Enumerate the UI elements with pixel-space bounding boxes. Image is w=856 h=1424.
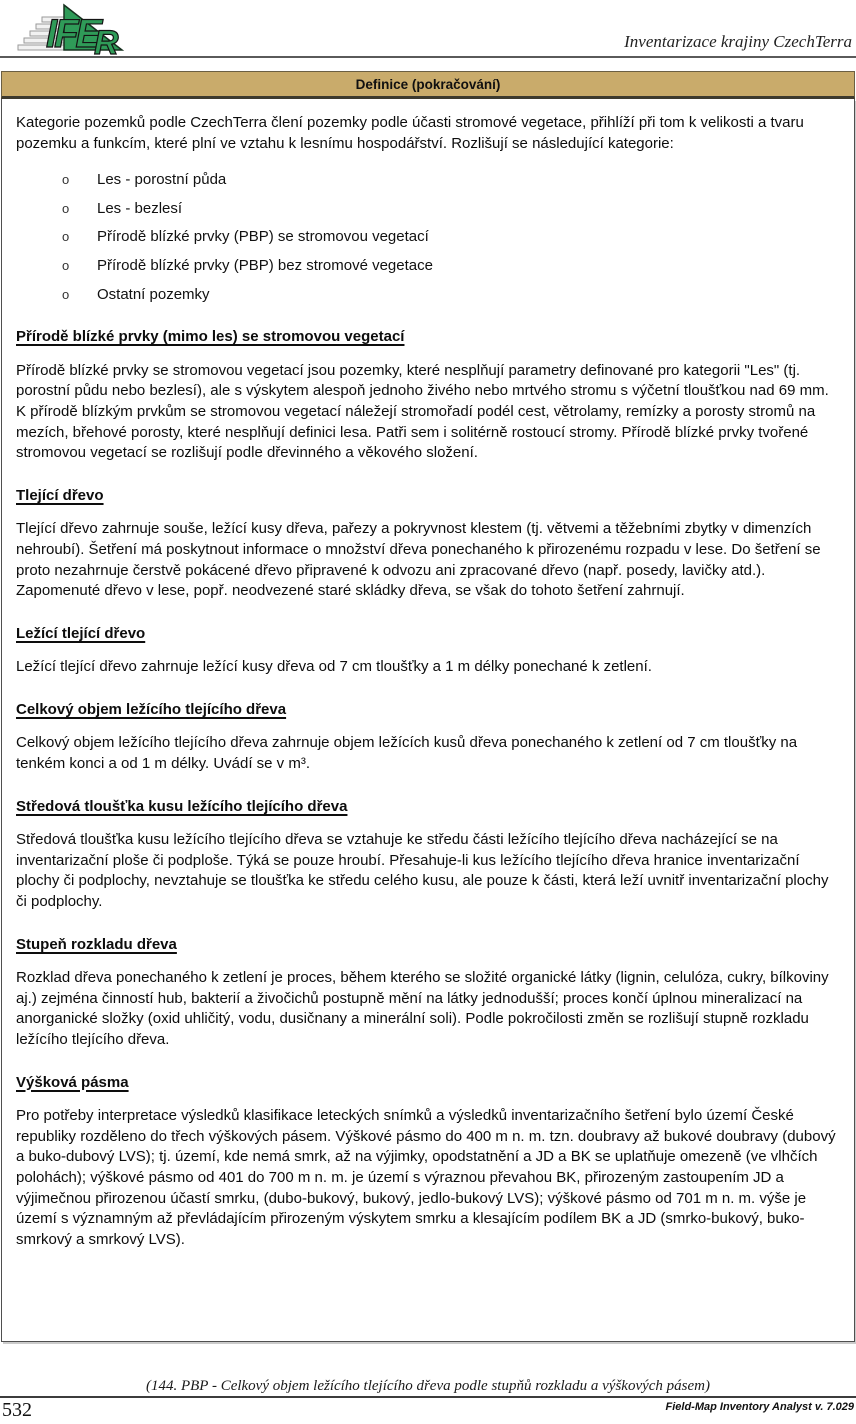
document-title: Inventarizace krajiny CzechTerra <box>624 32 852 51</box>
bullet-icon: o <box>62 286 70 302</box>
section-heading: Přírodě blízké prvky (mimo les) se stromovou vegetací <box>16 328 405 346</box>
section-banner <box>1 71 855 99</box>
bullet-icon: o <box>62 200 70 216</box>
bullet-icon: o <box>62 257 70 273</box>
section-heading: Stupeň rozkladu dřeva <box>16 935 177 953</box>
bullet-icon: o <box>62 172 70 188</box>
list-item-label: Les - bezlesí <box>97 199 183 217</box>
section-celkovy-objem <box>16 700 840 775</box>
list-item <box>16 170 840 191</box>
list-item-label: Ostatní pozemky <box>97 285 210 303</box>
section-stupen-rozkladu <box>16 935 840 1051</box>
section-tlejici-drevo <box>16 486 840 602</box>
section-pbp-stromova-vegetace <box>16 327 840 464</box>
list-item-label: Přírodě blízké prvky (PBP) se stromovou vegetací <box>97 228 429 246</box>
section-heading: Výšková pásma <box>16 1073 129 1091</box>
svg-text:R: R <box>94 24 119 57</box>
content-box <box>1 99 855 1342</box>
bullet-icon: o <box>62 229 70 245</box>
list-item <box>16 285 840 306</box>
section-lezici-tlejici-drevo <box>16 624 840 678</box>
section-body: Středová tloušťka kusu ležícího tlejícího dřeva se vztahuje ke středu části ležícího tlejícího dřeva nacházející se na inventarizační ploše či podploše. Týká se pouze hroubí. Přesahuje-li kus ležícího tlejícího dřeva hranice inventarizační plochy či podplochy, nevztahuje se tloušťka ke středu celého kusu, ale pouze k části, která leží uvnitř inventarizační plochy či podplochy. <box>16 831 829 911</box>
section-body: Pro potřeby interpretace výsledků klasifikace leteckých snímků a výsledků inventarizačního šetření bylo území České republiky rozděleno do třech výškových pásem. Výškové pásmo do 400 m n. m. tzn. doubravy až bukové doubravy (dubový a buko-dubový LVS); tj. území, kde nemá smrk, až na výjimky, opodstatnění a JD a BK se uplatňuje omezeně (ve vlhčích polohách); výškové pásmo od 401 do 700 m n. m. je území s výraznou převahou BK, přirozeným zastoupením JD a výjimečnou přirozenou účastí smrku, (dubo-bukový, bukový, jedlo-bukový LVS); výškové pásmo od 701 m n. m. výše je území s významným až převládajícím přirozeným výskytem smrku a klesajícím podílem BK a JD (smrko-bukový, buko-smrkový a smrkový LVS). <box>16 1107 836 1248</box>
page-header <box>0 0 856 58</box>
app-version-label: Field-Map Inventory Analyst v. 7.029 <box>665 1401 854 1413</box>
list-item <box>16 256 840 277</box>
section-heading: Ležící tlející dřevo <box>16 624 146 642</box>
section-body: Tlející dřevo zahrnuje souše, ležící kusy dřeva, pařezy a pokryvnost klestem (tj. větvemi a těžebními zbytky v dimenzích nehroubí). Šetření má poskytnout informace o množství dřeva ponechaného k přirozenému rozpadu v lese. Do šetření se proto nezahrnuje čerstvě pokácené dřevo připravené k odvozu ani zpracované dřevo (např. posedy, lavičky atd.). Zapomenuté dřevo v lese, popř. neodvezené staré skládky dřeva, se však do tohoto šetření zahrnují. <box>16 520 821 600</box>
list-item-label: Les - porostní půda <box>97 171 227 189</box>
section-body: Rozklad dřeva ponechaného k zetlení je proces, během kterého se složité organické látky (lignin, celulóza, cukry, bílkoviny aj.) zejména činností hub, bakterií a živočichů postupně mění na látky jednodušší; proces končí úplnou mineralizací na anorganické složky (oxid uhličitý, vodu, dusičnany a minerální soli). Podle pokročilosti změn se rozlišují stupně rozkladu ležícího tlejícího dřeva. <box>16 969 829 1048</box>
list-item-label: Přírodě blízké prvky (PBP) bez stromové vegetace <box>97 256 433 274</box>
page-number: 532 <box>2 1399 32 1421</box>
banner-title: Definice (pokračování) <box>355 77 501 92</box>
category-list <box>16 170 840 305</box>
section-vyskova-pasma <box>16 1073 840 1251</box>
intro-paragraph: Kategorie pozemků podle CzechTerra člení pozemky podle účasti stromové vegetace, přihlíží při tom k velikosti a tvaru pozemku a funkcím, které plní ve vztahu k lesnímu hospodářství. Rozlišují se následující kategorie: <box>16 114 804 152</box>
section-heading: Středová tloušťka kusu ležícího tlejícího dřeva <box>16 797 348 815</box>
section-stredova-tloustka <box>16 797 840 913</box>
svg-text:IFE: IFE <box>46 12 100 56</box>
table-reference-caption: (144. PBP - Celkový objem ležícího tlejícího dřeva podle stupňů rozkladu a výškových pásem) <box>145 1378 710 1394</box>
section-body: Přírodě blízké prvky se stromovou vegetací jsou pozemky, které nesplňují parametry definované pro kategorii "Les" (tj. porostní půdu nebo bezlesí), ale s výskytem alespoň jednoho živého nebo mrtvého stromu s výčetní tloušťkou nad 69 mm. K přírodě blízkým prvkům se stromovou vegetací náležejí stromořadí podél cest, větrolamy, remízky a porosty stromů na mezích, břehové porosty, které nesplňují definici lesa. Patři sem i solitérně rostoucí stromy. Přírodě blízké prvky tvořené stromovou vegetací se rozlišují podle dřevinného a věkového složení. <box>16 361 829 462</box>
ifer-logo-icon <box>12 3 172 62</box>
section-heading: Tlející dřevo <box>16 486 104 504</box>
list-item <box>16 227 840 248</box>
section-body: Celkový objem ležícího tlejícího dřeva zahrnuje objem ležících kusů dřeva ponechaného k zetlení od 7 cm tloušťky na tenkém konci a od 1 m délky. Uvádí se v m³. <box>16 734 798 773</box>
footer-bottom-row <box>0 1398 856 1422</box>
footer-caption-row <box>0 1342 856 1398</box>
section-body: Ležící tlející dřevo zahrnuje ležící kusy dřeva od 7 cm tloušťky a 1 m délky ponechané k zetlení. <box>16 658 652 676</box>
section-heading: Celkový objem ležícího tlejícího dřeva <box>16 700 287 718</box>
list-item <box>16 199 840 220</box>
